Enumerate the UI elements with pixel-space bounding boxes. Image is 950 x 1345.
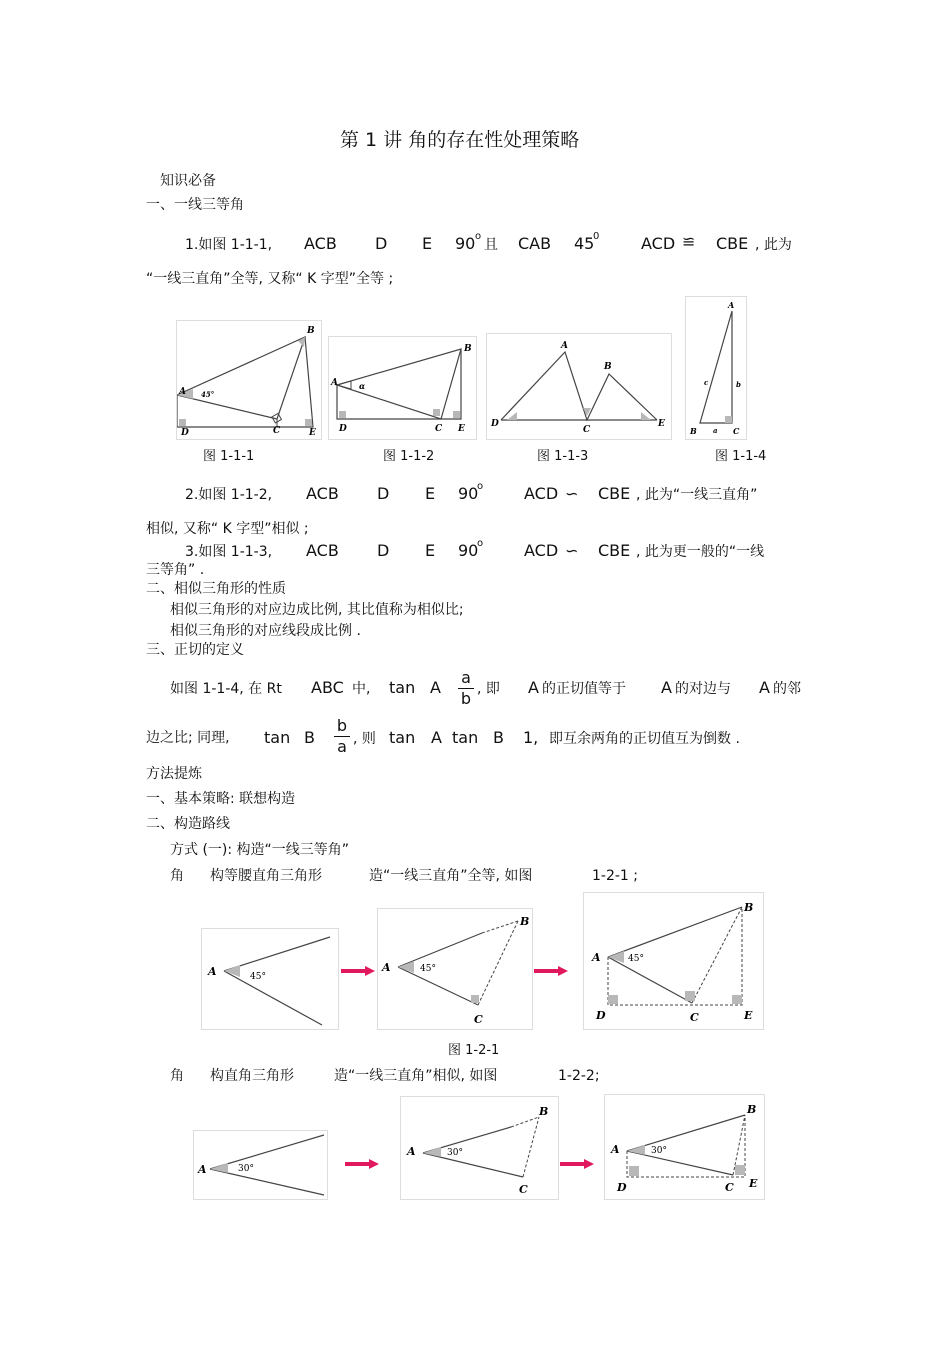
section-knowledge: 知识必备 (160, 173, 216, 189)
svg-text:E: E (744, 1009, 753, 1022)
svg-text:b: b (736, 380, 741, 389)
figure-1-2-1-step-1 (201, 928, 339, 1030)
svg-text:E: E (658, 419, 665, 429)
svg-text:A: A (611, 1143, 620, 1156)
svg-text:D: D (491, 419, 499, 429)
svg-text:30°: 30° (238, 1164, 254, 1174)
svg-text:45°: 45° (628, 954, 644, 964)
heading-tangent: 三、正切的定义 (146, 642, 244, 658)
svg-text:B: B (604, 362, 612, 372)
figure-1-2-1-step-3 (583, 892, 764, 1030)
svg-text:B: B (539, 1105, 549, 1118)
caption-1-2-1: 图 1-2-1 (448, 1043, 500, 1058)
arrow-icon (345, 1159, 379, 1169)
caption-1-1-4: 图 1-1-4 (715, 449, 767, 464)
figure-1-2-2-step-2 (400, 1096, 559, 1200)
caption-1-1-3: 图 1-1-3 (537, 449, 589, 464)
arrow-icon (560, 1159, 594, 1169)
svg-text:45°: 45° (420, 964, 436, 974)
svg-text:D: D (617, 1181, 627, 1194)
figure-1-2-2-step-1 (193, 1130, 328, 1200)
svg-text:D: D (339, 424, 347, 434)
svg-text:A: A (592, 951, 601, 964)
svg-text:α: α (359, 381, 366, 391)
svg-text:E: E (458, 424, 465, 434)
figure-1-1-3 (486, 333, 672, 440)
svg-text:A: A (382, 961, 391, 974)
similar-line-1: 相似三角形的对应边成比例, 其比值称为相似比; (170, 602, 464, 618)
svg-text:B: B (520, 915, 530, 928)
caption-1-1-2: 图 1-1-2 (383, 449, 435, 464)
arrow-icon (341, 966, 375, 976)
method-basic-strategy: 一、基本策略: 联想构造 (146, 791, 296, 807)
heading-one-line-three-angles: 一、一线三等角 (146, 197, 244, 213)
svg-text:B: B (464, 344, 472, 354)
figure-1-1-4 (685, 296, 747, 440)
svg-text:B: B (744, 901, 754, 914)
svg-text:A: A (208, 965, 217, 978)
svg-text:c: c (704, 378, 709, 387)
svg-text:A: A (331, 378, 338, 388)
svg-text:A: A (407, 1145, 416, 1158)
svg-text:B: B (747, 1103, 757, 1116)
figure-1-1-1 (176, 320, 322, 440)
svg-text:C: C (273, 426, 281, 436)
figure-1-2-1-step-2 (377, 908, 533, 1030)
fraction-a-over-b: a b (458, 669, 474, 708)
fraction-b-over-a: b a (334, 717, 350, 756)
heading-similar-triangles: 二、相似三角形的性质 (146, 581, 286, 597)
similar-line-2: 相似三角形的对应线段成比例 . (170, 623, 361, 639)
svg-text:A: A (198, 1163, 207, 1176)
svg-text:B: B (690, 426, 697, 436)
svg-text:30°: 30° (651, 1146, 667, 1156)
svg-text:C: C (435, 424, 443, 434)
svg-text:C: C (583, 425, 591, 435)
svg-text:A: A (728, 300, 735, 310)
svg-text:C: C (725, 1181, 734, 1194)
svg-text:C: C (519, 1183, 528, 1196)
caption-1-1-1: 图 1-1-1 (203, 449, 255, 464)
svg-text:45°: 45° (250, 972, 266, 982)
page-title: 第 1 讲 角的存在性处理策略 (340, 129, 580, 151)
method-way-one: 方式 (一): 构造“一线三等角” (170, 842, 350, 858)
svg-text:a: a (713, 426, 718, 435)
arrow-icon (534, 966, 568, 976)
svg-text:A: A (561, 341, 568, 351)
svg-text:C: C (474, 1013, 483, 1026)
svg-text:E: E (309, 428, 316, 438)
svg-text:B: B (307, 326, 315, 336)
label-A: A (179, 387, 186, 397)
svg-text:45°: 45° (201, 390, 215, 399)
svg-text:E: E (749, 1177, 758, 1190)
svg-text:C: C (733, 426, 740, 436)
svg-text:30°: 30° (447, 1148, 463, 1158)
svg-text:C: C (690, 1011, 699, 1024)
figure-1-2-2-step-3 (604, 1094, 765, 1200)
figure-1-1-2 (328, 336, 477, 440)
svg-text:D: D (181, 428, 189, 438)
method-construction-route: 二、构造路线 (146, 816, 230, 832)
section-method: 方法提炼 (146, 766, 202, 782)
svg-text:D: D (596, 1009, 606, 1022)
